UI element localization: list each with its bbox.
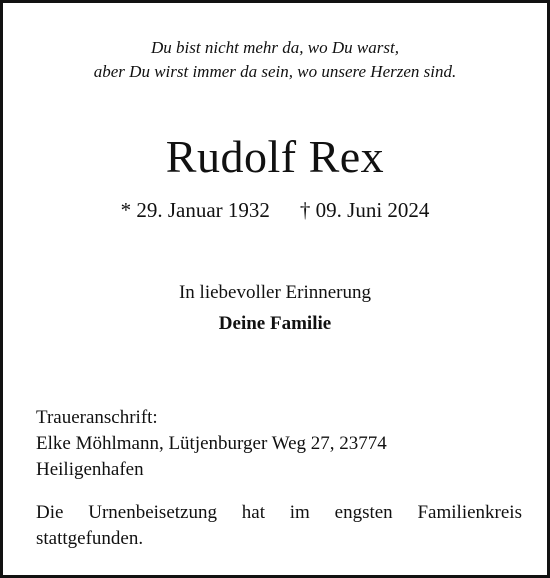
notice-word: Die: [36, 502, 64, 523]
quote-line-2: aber Du wirst immer da sein, wo unsere Herzen sind.: [93, 62, 457, 81]
address-label: Traueranschrift:: [36, 407, 158, 428]
notice-word: Familienkreis: [417, 502, 522, 523]
quote: [3, 36, 547, 84]
remembrance-text: In liebevoller Erinnerung: [178, 282, 372, 303]
notice-word: im: [289, 502, 310, 523]
death-date: † 09. Juni 2024: [299, 198, 430, 222]
mourning-address: [36, 405, 387, 483]
birth-date: * 29. Januar 1932: [120, 198, 270, 222]
notice-word: engsten: [334, 502, 393, 523]
burial-notice: [36, 500, 522, 552]
deceased-name: Rudolf Rex: [165, 131, 385, 182]
burial-notice-line-2: stattgefunden.: [36, 528, 144, 549]
burial-notice-line-1: [36, 500, 522, 526]
notice-word: hat: [241, 502, 265, 523]
notice-word: Urnenbeisetzung: [88, 502, 217, 523]
life-dates: [3, 196, 547, 224]
address-line-2: Heiligenhafen: [36, 459, 144, 480]
address-line-1: Elke Möhlmann, Lütjenburger Weg 27, 23774: [36, 433, 387, 454]
signature-family: Deine Familie: [218, 313, 332, 334]
quote-line-1: Du bist nicht mehr da, wo Du warst,: [151, 38, 399, 57]
